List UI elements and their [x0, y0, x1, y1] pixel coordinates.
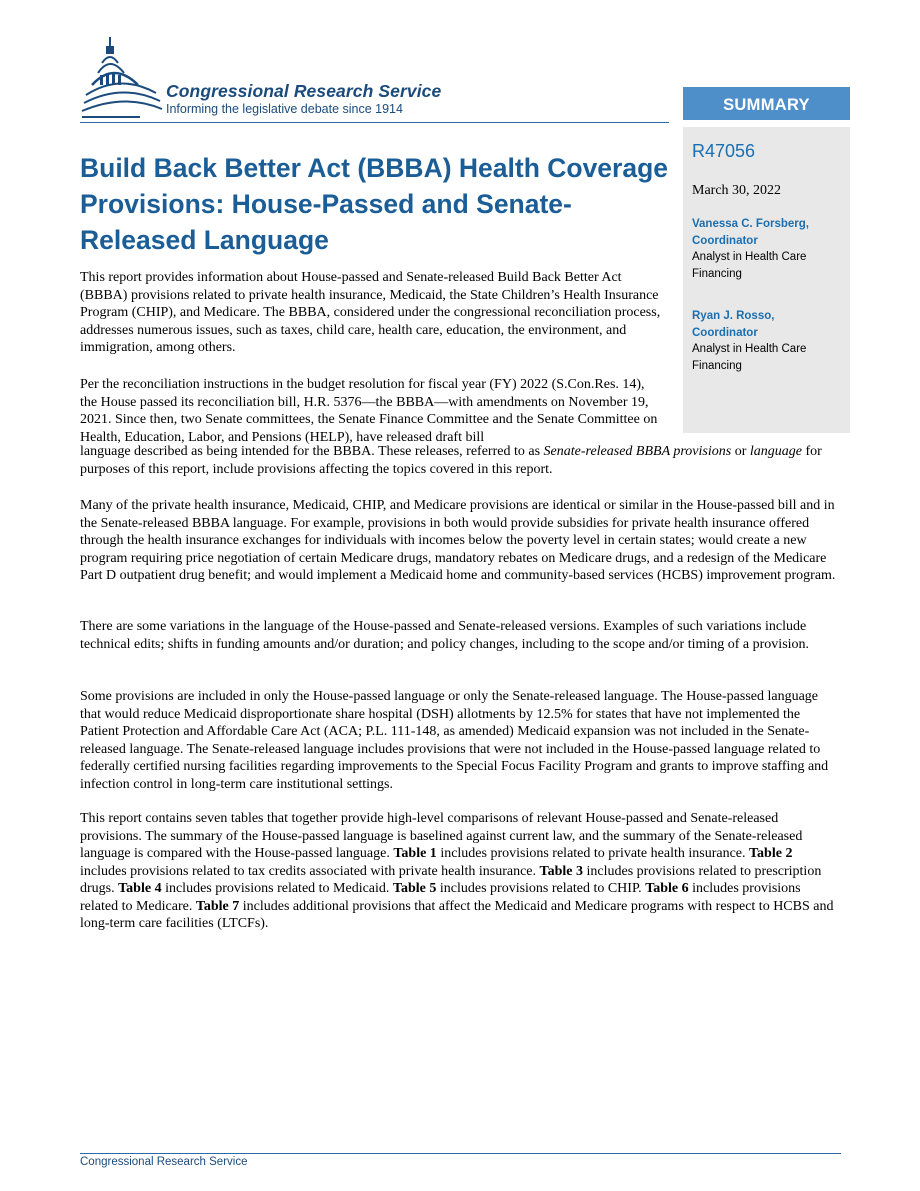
emphasis-term: Senate-released BBBA provisions — [543, 444, 732, 459]
footer-divider — [80, 1153, 841, 1154]
author-name: Vanessa C. Forsberg, — [692, 218, 809, 230]
capitol-dome-icon — [80, 33, 164, 121]
paragraph-reconciliation-cont — [80, 443, 842, 478]
text-run: includes provisions related to Medicare. — [80, 881, 801, 914]
table-ref: Table 5 — [392, 881, 437, 896]
table-ref: Table 4 — [118, 881, 162, 896]
text-run: includes provisions related to CHIP. — [436, 881, 646, 896]
org-name: Congressional Research Service — [166, 81, 442, 101]
author-block — [692, 308, 842, 374]
text-run: includes additional provisions that affect the Medicaid and Medicare programs with respect to HCBS and long-term care facilities (LTCFs). — [80, 898, 834, 931]
paragraph-similar-provisions: Many of the private health insurance, Medicaid, CHIP, and Medicare provisions are identical or similar in the House-passed bill and in the Senate-released BBBA language. For example, provisions in both would provide subsidies for private health insurance offered through the health insurance exchanges for individuals with incomes below the poverty level in certain states; would create a new program requiring price negotiation of certain Medicare drugs, mandatory rebates on Medicare drugs, and a redesign of the Medicare Part D outpatient drug benefit; and would implement a Medicaid home and community-based services (HCBS) improvement program. — [80, 498, 836, 583]
text-run: or — [731, 444, 750, 459]
summary-tab: SUMMARY — [683, 87, 850, 120]
report-title: Build Back Better Act (BBBA) Health Coverage Provisions: House-Passed and Senate-Released Language — [80, 153, 669, 255]
text-run: includes provisions related to Medicaid. — [161, 881, 393, 896]
footer-org-name: Congressional Research Service — [80, 1156, 248, 1168]
table-ref: Table 2 — [749, 846, 793, 861]
crs-logo — [80, 33, 480, 123]
paragraph-tables — [80, 810, 842, 933]
table-ref: Table 7 — [195, 898, 240, 914]
paragraph-reconciliation: Per the reconciliation instructions in the budget resolution for fiscal year (FY) 2022 (S.Con.Res. 14), the House passed its reconciliation bill, H.R. 5376—the BBBA—with amendments on November 19, 2021. Since then, two Senate committees, the Senate Finance Committee and the Senate Committee on Health, Education, Labor, and Pensions (HELP), have released draft bill — [80, 377, 658, 445]
author-role-tag: Coordinator — [692, 326, 758, 339]
author-title: Analyst in Health Care Financing — [692, 343, 807, 372]
author-title: Analyst in Health Care Financing — [692, 251, 807, 280]
org-tagline: Informing the legislative debate since 1914 — [166, 102, 403, 116]
emphasis-term: language — [749, 444, 802, 459]
text-run: This report contains seven tables that together provide high-level comparisons of relevant House-passed and Senate-released provisions. The summary of the House-passed language is baselined against current law, and the summary of the Senate-released language is compared with the House-passed language. — [80, 811, 803, 861]
author-role-tag: Coordinator — [692, 234, 758, 247]
paragraph-variations: There are some variations in the language of the House-passed and Senate-released versions. Examples of such variations include technical edits; shifts in funding amounts and/or duration; and policy changes, including to the scope and/or timing of a provision. — [80, 619, 810, 652]
text-run: includes provisions related to private health insurance. — [436, 846, 749, 861]
table-ref: Table 3 — [539, 863, 583, 879]
paragraph-unique-provisions: Some provisions are included in only the House-passed language or only the Senate-released language. The House-passed language that would reduce Medicaid disproportionate share hospital (DSH) allotments by 12.5% for states that have not implemented the Patient Protection and Affordable Care Act (ACA; P.L. 111-148, as amended) Medicaid expansion was not included in the Senate-released language. The Senate-released language includes provisions that were not included in the House-passed language related to federally certified nursing facilities regarding improvements to the Special Focus Facility Program and grants to improve staffing and infection control in long-term care institutional settings. — [80, 689, 829, 792]
author-block — [692, 216, 842, 282]
author-name: Ryan J. Rosso, — [692, 310, 775, 322]
report-id: R47056 — [692, 141, 756, 161]
text-run: for purposes of this report, include provisions affecting the topics covered in this report. — [80, 444, 822, 477]
table-ref: Table 1 — [393, 846, 437, 861]
report-date: March 30, 2022 — [692, 183, 782, 198]
paragraph-intro: This report provides information about House-passed and Senate-released Build Back Better Act (BBBA) provisions related to private health insurance, Medicaid, the State Children’s Health Insurance Program (CHIP), and Medicare. The BBBA, considered under the congressional reconciliation process, addresses numerous issues, such as taxes, child care, health care, education, the environment, and immigration, among others. — [80, 270, 661, 355]
table-ref: Table 6 — [645, 881, 689, 896]
text-run: language described as being intended for the BBBA. These releases, referred to as — [80, 444, 544, 459]
text-run: includes provisions related to tax credits associated with private health insurance. — [80, 863, 540, 879]
text-run: includes provisions related to prescription drugs. — [80, 863, 822, 896]
header-divider — [80, 122, 669, 123]
